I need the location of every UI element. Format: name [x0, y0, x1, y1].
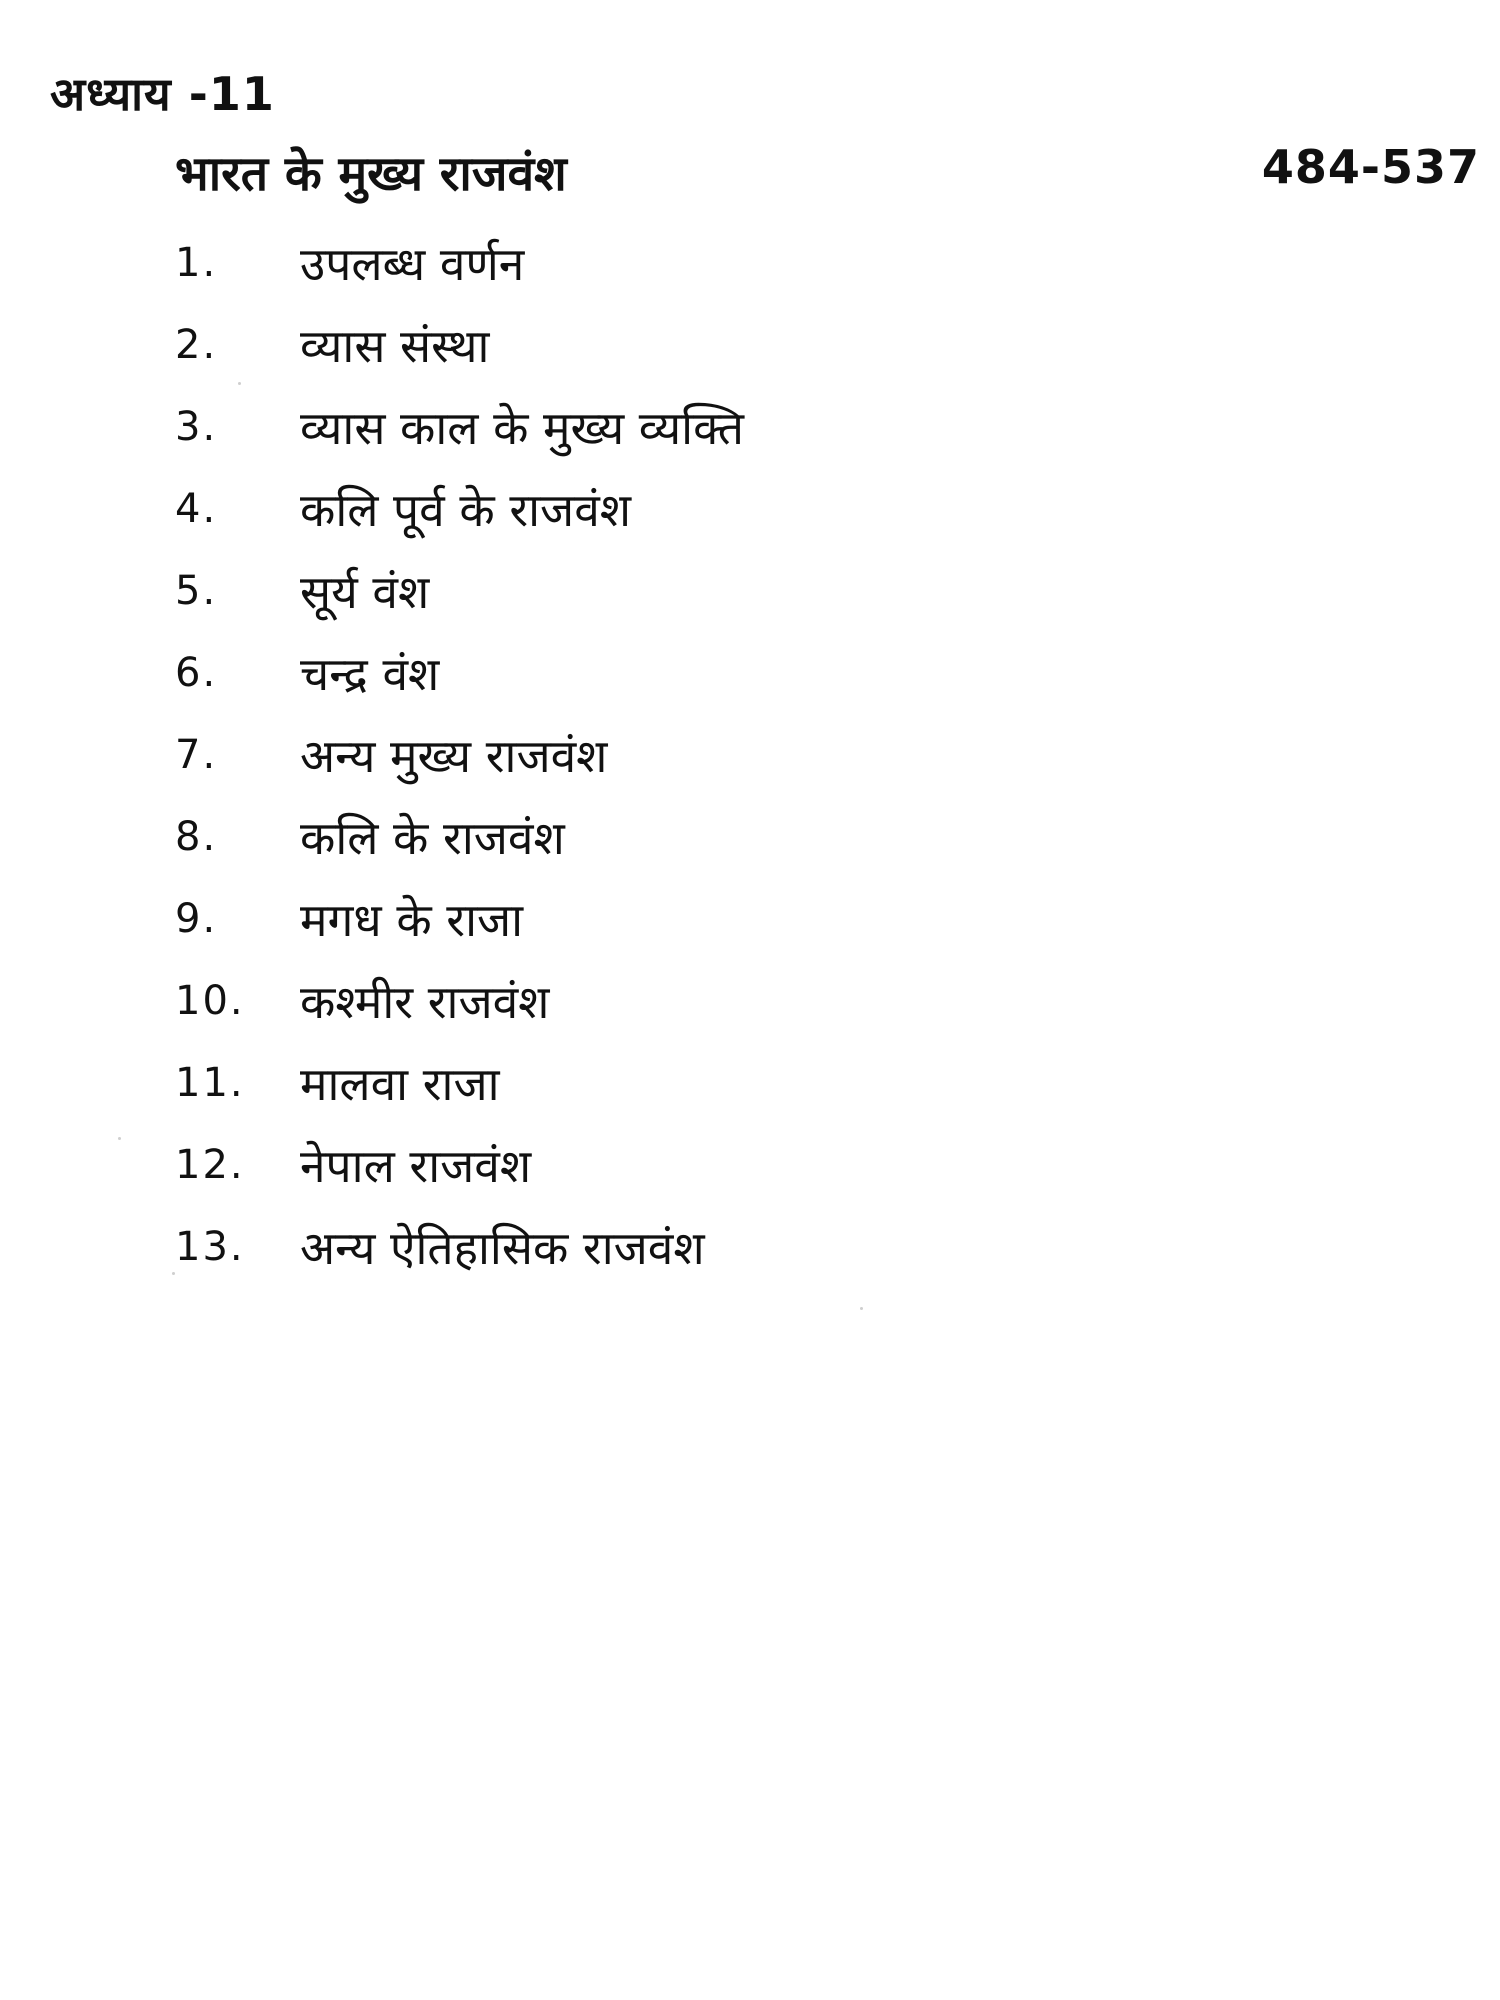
- list-item: [175, 222, 744, 304]
- item-text: चन्द्र वंश: [300, 647, 440, 701]
- list-item: [175, 468, 744, 550]
- item-text: कलि पूर्व के राजवंश: [300, 483, 632, 537]
- item-number: 3.: [175, 404, 218, 450]
- item-text: अन्य ऐतिहासिक राजवंश: [300, 1221, 705, 1275]
- item-text: उपलब्ध वर्णन: [300, 237, 525, 291]
- item-number: 13.: [175, 1224, 245, 1270]
- list-item: [175, 960, 744, 1042]
- list-item: [175, 386, 744, 468]
- item-number: 7.: [175, 732, 218, 778]
- scan-speck: [238, 382, 241, 385]
- scan-speck: [118, 1137, 121, 1140]
- chapter-title: भारत के मुख्य राजवंश: [175, 146, 567, 202]
- item-text: कलि के राजवंश: [300, 811, 565, 865]
- item-text: कश्मीर राजवंश: [300, 975, 550, 1029]
- list-item: [175, 714, 744, 796]
- item-number: 6.: [175, 650, 218, 696]
- item-number: 2.: [175, 322, 218, 368]
- item-text: मगध के राजा: [300, 893, 524, 947]
- item-text: नेपाल राजवंश: [300, 1139, 532, 1193]
- list-item: [175, 796, 744, 878]
- item-number: 11.: [175, 1060, 245, 1106]
- item-text: अन्य मुख्य राजवंश: [300, 729, 608, 783]
- item-number: 5.: [175, 568, 218, 614]
- item-number: 12.: [175, 1142, 245, 1188]
- page-range: 484-537: [1261, 140, 1480, 194]
- scan-speck: [172, 1272, 175, 1275]
- item-number: 1.: [175, 240, 218, 286]
- item-text: व्यास संस्था: [300, 319, 490, 373]
- list-item: [175, 304, 744, 386]
- item-number: 9.: [175, 896, 218, 942]
- table-of-contents: [175, 222, 744, 1288]
- scan-speck: [860, 1307, 863, 1310]
- item-text: मालवा राजा: [300, 1057, 500, 1111]
- list-item: [175, 1042, 744, 1124]
- list-item: [175, 1124, 744, 1206]
- item-text: व्यास काल के मुख्य व्यक्ति: [300, 401, 744, 455]
- list-item: [175, 632, 744, 714]
- item-number: 8.: [175, 814, 218, 860]
- item-text: सूर्य वंश: [300, 565, 430, 619]
- chapter-label: अध्याय -11: [50, 67, 275, 121]
- item-number: 4.: [175, 486, 218, 532]
- item-number: 10.: [175, 978, 245, 1024]
- list-item: [175, 1206, 744, 1288]
- list-item: [175, 878, 744, 960]
- list-item: [175, 550, 744, 632]
